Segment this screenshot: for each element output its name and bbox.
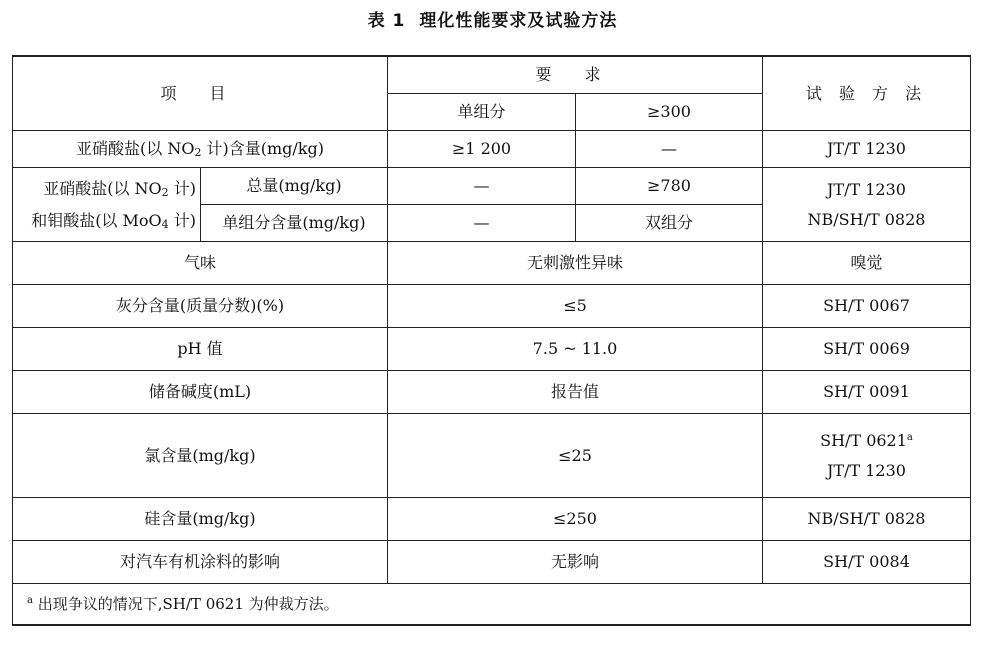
row-req2: —	[576, 131, 763, 168]
row-req: 无影响	[388, 541, 763, 584]
table-row	[13, 285, 971, 328]
row-label: 对汽车有机涂料的影响	[13, 541, 388, 584]
table-row	[13, 168, 971, 205]
footnote-text: 出现争议的情况下,SH/T 0621 为仲裁方法。	[37, 595, 339, 613]
header-req-300: ≥300	[576, 94, 763, 131]
row-req: ≤5	[388, 285, 763, 328]
row-label: pH 值	[13, 328, 388, 371]
row-req: ≤250	[388, 498, 763, 541]
row-req: 无刺激性异味	[388, 242, 763, 285]
table-row	[13, 541, 971, 584]
header-requirement: 要 求	[388, 56, 763, 94]
row-sublabel-single: 单组分含量(mg/kg)	[201, 205, 388, 242]
table-row	[13, 414, 971, 498]
table-row	[13, 328, 971, 371]
table-row	[13, 371, 971, 414]
row-req2: 双组分	[576, 205, 763, 242]
row-req: 报告值	[388, 371, 763, 414]
row-label: 硅含量(mg/kg)	[13, 498, 388, 541]
row-req1: —	[388, 205, 576, 242]
row-method: NB/SH/T 0828	[763, 498, 971, 541]
footnote-row	[13, 584, 971, 626]
spec-table	[12, 55, 971, 626]
row-req2: ≥780	[576, 168, 763, 205]
footnote	[13, 584, 971, 626]
row-method: SH/T 0084	[763, 541, 971, 584]
header-req-single: 单组分	[388, 94, 576, 131]
row-label: 氯含量(mg/kg)	[13, 414, 388, 498]
row-label: 气味	[13, 242, 388, 285]
row-req1: ≥1 200	[388, 131, 576, 168]
table-title-text: 理化性能要求及试验方法	[419, 11, 618, 31]
row-req: 7.5 ~ 11.0	[388, 328, 763, 371]
table-row	[13, 498, 971, 541]
table-row	[13, 242, 971, 285]
row-req1: —	[388, 168, 576, 205]
row-req: ≤25	[388, 414, 763, 498]
row-label: 灰分含量(质量分数)(%)	[13, 285, 388, 328]
row-label: 亚硝酸盐(以 $NO_2$ 计)含量(mg/kg)	[13, 131, 388, 168]
table-number: 表 1	[367, 11, 406, 31]
row-method: 嗅觉	[763, 242, 971, 285]
row-method: SH/T 0091	[763, 371, 971, 414]
row-method: SH/T 0069	[763, 328, 971, 371]
header-row	[13, 56, 971, 94]
header-method: 试 验 方 法	[763, 56, 971, 131]
row-method: JT/T 1230	[763, 131, 971, 168]
table-row	[13, 131, 971, 168]
row-label-group: 亚硝酸盐(以 $NO_2$ 计) 和钼酸盐(以 MoO$_4$ 计)	[13, 168, 201, 242]
table-title	[0, 6, 985, 32]
row-method: SH/T 0621$^a$ JT/T 1230	[763, 414, 971, 498]
footnote-marker: a	[27, 595, 33, 606]
row-sublabel-total: 总量(mg/kg)	[201, 168, 388, 205]
header-item: 项 目	[13, 56, 388, 131]
row-method: JT/T 1230 NB/SH/T 0828	[763, 168, 971, 242]
row-label: 储备碱度(mL)	[13, 371, 388, 414]
row-method: SH/T 0067	[763, 285, 971, 328]
